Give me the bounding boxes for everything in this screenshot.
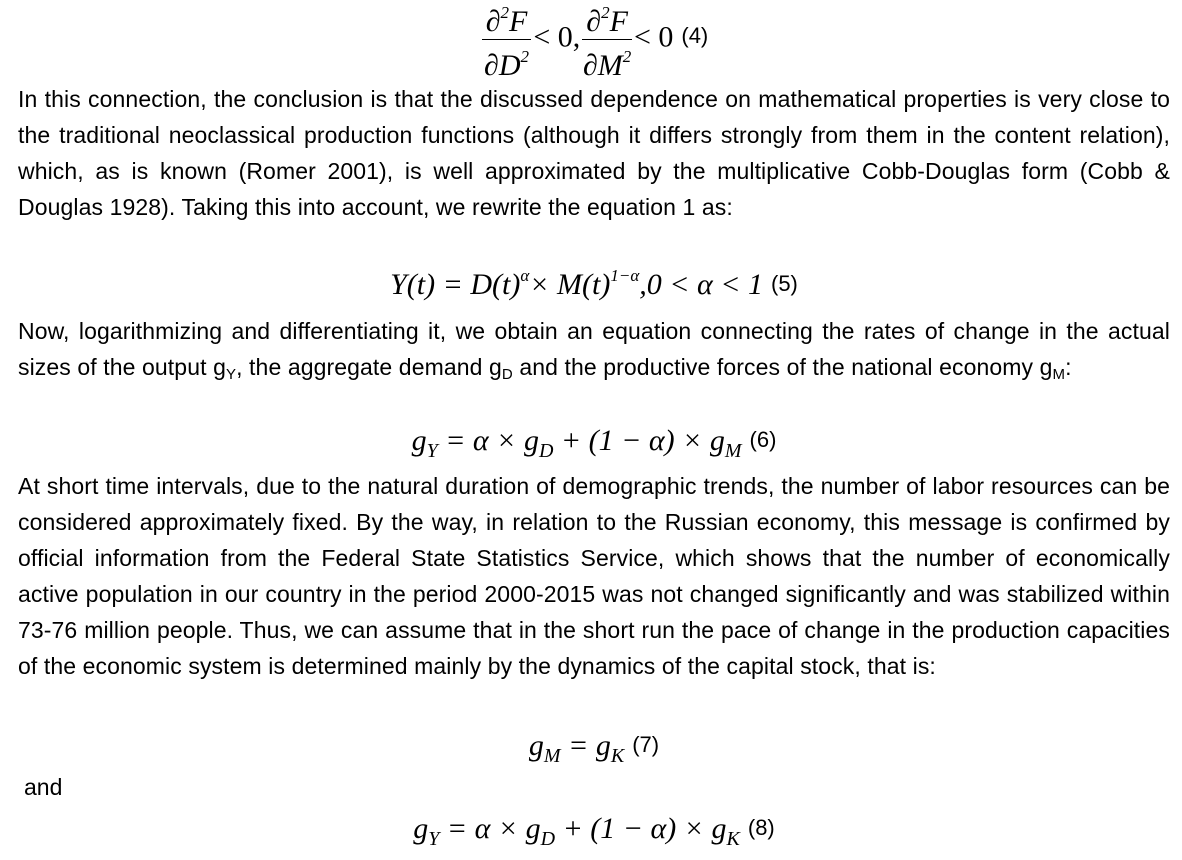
eq5-alpha-exponent: α <box>520 266 530 285</box>
eq4-lt-zero-comma: < 0, <box>533 20 581 54</box>
equation-7: $g_M = g_K$ (7) <box>528 729 660 767</box>
paragraph-intro: In this connection, the conclusion is that the discussed dependence on mathematical properties is very close to the traditional neoclassical production functions (although it differs strongly from them in the content relation), which, as is known (Romer 2001), is well approximated by the multiplicative Cobb-Douglas form (Cobb & Douglas 1928). Taking this into account, we rewrite the equation 1 as: <box>18 86 1170 220</box>
document-page <box>18 0 1170 860</box>
equation-8: $g_Y = \alpha \times g_D + (1 - \alpha) \times g_K$ (8) <box>413 812 775 850</box>
equation-number-5: (5) <box>771 271 798 296</box>
eq5-lhs: Y(t) = D(t) <box>390 268 521 301</box>
equation-number-7: (7) <box>632 732 660 757</box>
equation-number-8: (8) <box>747 815 775 840</box>
and-label: and <box>24 774 63 800</box>
eq5-condition: ,0 < α < 1 <box>639 268 763 301</box>
eq5-mult: × M(t) <box>529 268 611 301</box>
equation-number-6: (6) <box>749 427 777 452</box>
fraction-d2f-dd2: $\frac{\partial^2F}{\partial D^2}$ <box>482 0 532 83</box>
eq5-exponent: 1−α <box>610 266 640 285</box>
eq4-lt-zero: < 0 <box>633 20 674 54</box>
paragraph-short-time: At short time intervals, due to the natural duration of demographic trends, the number of labor resources can be considered approximately fixed. By the way, in relation to the Russian economy, this message is confirmed by official information from the Federal State Statistics Service, which shows that the number of economically active population in our country in the period 2000-2015 was not changed significantly and was stabilized within 73-76 million people. Thus, we can assume that in the short run the pace of change in the production capacities of the economic system is determined mainly by the dynamics of the capital stock, that is: <box>18 473 1170 679</box>
fraction-d2f-dm2: $\frac{\partial^2F}{\partial M^2}$ <box>582 0 632 83</box>
equation-6: $g_Y = \alpha \times g_D + (1 - \alpha) \times g_M$ (6) <box>411 424 777 462</box>
equation-5 <box>18 266 1170 302</box>
equation-number-4: (4) <box>681 23 709 49</box>
equation-4 <box>18 0 1170 84</box>
paragraph-logarithmizing: Now, logarithmizing and differentiating it, we obtain an equation connecting the rates of change in the actual sizes of the output gY, the aggregate demand gD and the productive forces of the national economy gM: <box>18 318 1170 383</box>
